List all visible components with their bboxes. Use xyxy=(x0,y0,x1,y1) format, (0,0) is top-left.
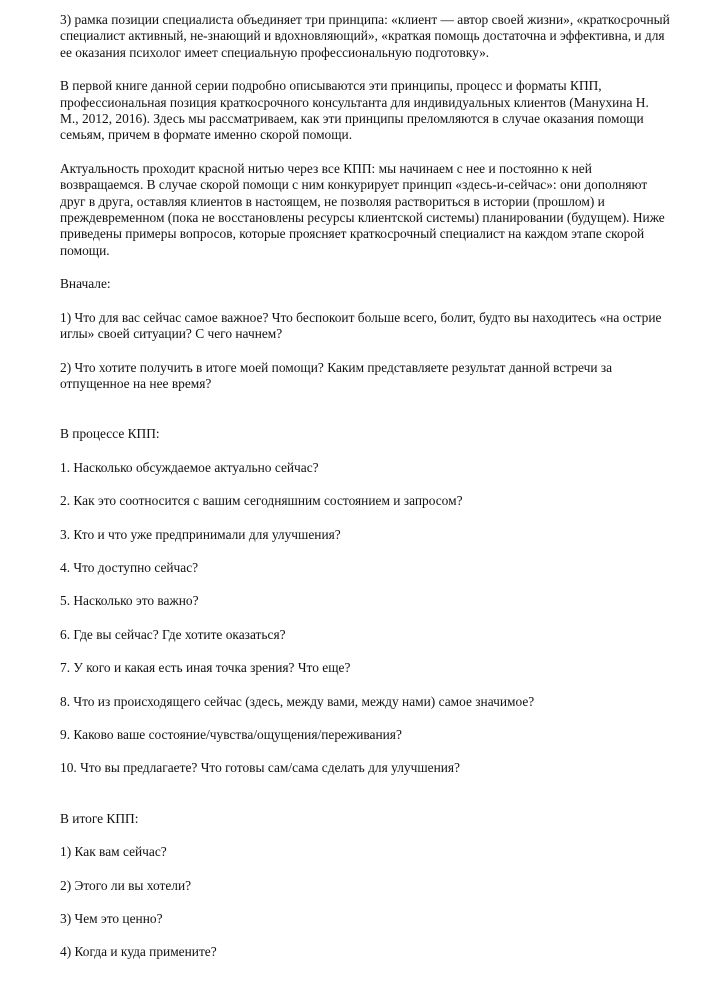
section-heading-outcome: В итоге КПП: xyxy=(60,810,139,826)
process-question: 8. Что из происходящего сейчас (здесь, между вами, между нами) самое значимое? xyxy=(60,693,535,709)
outcome-question: 4) Когда и куда примените? xyxy=(60,944,217,960)
intro-paragraph-first-book: В первой книге данной серии подробно описываются эти принципы, процесс и форматы КПП, профессиональная позиция краткосрочного консультанта для индивидуальных клиентов (Манухина Н. М., 2012, 2016). Здесь мы рассматриваем, как эти принципы преломляются в случае оказания помощи семьям, причем в формате именно скорой помощи. xyxy=(60,78,649,143)
intro-paragraph-principles: 3) рамка позиции специалиста объединяет три принципа: «клиент — автор своей жизни», «краткосрочный специалист активный, не-знающий и вдохновляющий», «краткая помощь достаточна и эффективна, и для ее оказания психолог имеет специальную профессиональную подготовку». xyxy=(60,12,670,60)
process-question: 4. Что доступно сейчас? xyxy=(60,559,199,575)
process-question: 7. У кого и какая есть иная точка зрения? Что еще? xyxy=(60,660,351,676)
process-question: 6. Где вы сейчас? Где хотите оказаться? xyxy=(60,626,286,642)
section-heading-process: В процессе КПП: xyxy=(60,426,160,442)
process-question: 1. Насколько обсуждаемое актуально сейчас? xyxy=(60,459,319,475)
process-question: 3. Кто и что уже предпринимали для улучшения? xyxy=(60,526,341,542)
outcome-question: 2) Этого ли вы хотели? xyxy=(60,877,192,893)
process-question: 2. Как это соотносится с вашим сегодняшним состоянием и запросом? xyxy=(60,493,463,509)
document-page xyxy=(60,12,670,961)
beginning-question: 2) Что хотите получить в итоге моей помощи? Каким представляете результат данной встречи за отпущенное на нее время? xyxy=(60,359,613,391)
beginning-question: 1) Что для вас сейчас самое важное? Что беспокоит больше всего, болит, будто вы находитесь «на острие иглы» своей ситуации? С чего начнем? xyxy=(60,309,662,342)
process-question: 9. Каково ваше состояние/чувства/ощущения/переживания? xyxy=(60,726,402,742)
outcome-question: 3) Чем это ценно? xyxy=(60,911,163,926)
intro-paragraph-actuality: Актуальность проходит красной нитью через все КПП: мы начинаем с нее и постоянно к ней возвращаемся. В случае скорой помощи с ним конкурирует принцип «здесь-и-сейчас»: они дополняют друг в друга, оставляя клиентов в настоящем, не позволяя раствориться в истории (прошлом) и преждевременном (пока не восстановлены ресурсы клиентской системы) планировании (будущем). Ниже приведены примеры вопросов, которые проясняет краткосрочный специалист на каждом этапе скорой помощи. xyxy=(60,160,665,258)
process-question: 10. Что вы предлагаете? Что готовы сам/сама сделать для улучшения? xyxy=(60,760,461,776)
outcome-question: 1) Как вам сейчас? xyxy=(60,844,167,860)
process-question: 5. Насколько это важно? xyxy=(60,593,199,609)
section-heading-beginning: Вначале: xyxy=(60,276,111,292)
